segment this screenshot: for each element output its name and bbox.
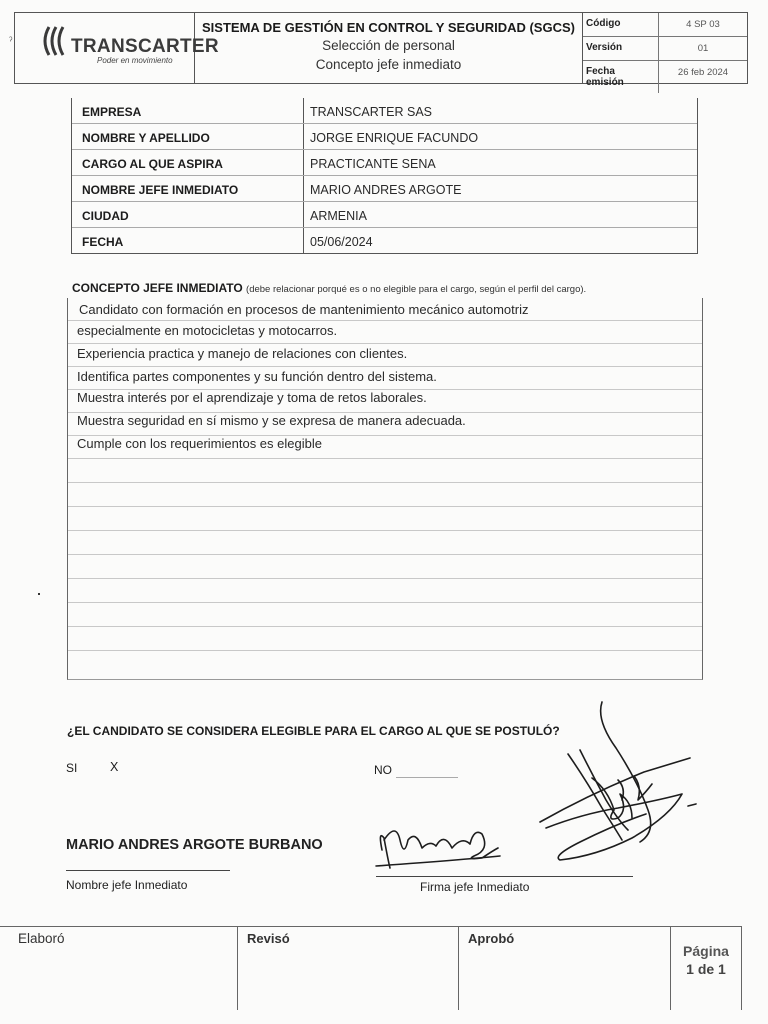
approval-footer	[0, 926, 742, 1010]
meta-row-fecha-emision	[583, 61, 747, 93]
info-row-fecha	[72, 228, 697, 254]
info-value: ARMENIA	[310, 209, 367, 223]
yes-option-mark: X	[110, 760, 119, 774]
footer-page-cell	[671, 927, 742, 1010]
eligibility-question: ¿EL CANDIDATO SE CONSIDERA ELEGIBLE PARA EL CARGO AL QUE SE POSTULÓ?	[67, 724, 560, 738]
footer-aprobo-label: Aprobó	[468, 931, 515, 946]
footer-elaboro-label: Elaboró	[18, 931, 65, 946]
concept-line: Identifica partes componentes y su función dentro del sistema.	[77, 369, 437, 384]
info-row-nombre	[72, 124, 697, 150]
concept-line: especialmente en motocicletas y motocarros.	[77, 323, 338, 338]
logo-cell	[15, 13, 219, 83]
no-option-label: NO	[374, 763, 392, 777]
footer-reviso-label: Revisó	[247, 931, 290, 946]
signature-caption: Firma jefe Inmediato	[420, 880, 530, 894]
info-value: JORGE ENRIQUE FACUNDO	[310, 131, 479, 145]
meta-row-version	[583, 37, 747, 61]
meta-row-codigo	[583, 13, 747, 37]
ruled-line	[68, 650, 702, 651]
page-number: 1 de 1	[686, 961, 726, 977]
document-meta	[583, 13, 747, 88]
title-cell	[195, 13, 583, 83]
meta-value: 01	[697, 43, 709, 54]
ruled-line	[68, 506, 702, 507]
ruled-line	[68, 320, 702, 321]
document-title: SISTEMA DE GESTIÓN EN CONTROL Y SEGURIDAD (SGCS)	[202, 20, 575, 35]
meta-label: Fecha emisión	[583, 61, 659, 93]
info-label: NOMBRE Y APELLIDO	[72, 124, 304, 149]
handwritten-signature-icon	[370, 690, 710, 890]
ruled-line	[68, 366, 702, 367]
transcarter-logo-icon	[39, 25, 75, 57]
document-header	[14, 12, 748, 88]
footer-reviso-cell	[238, 927, 459, 1010]
concept-line: Cumple con los requerimientos es elegible	[77, 436, 322, 451]
name-signature-line	[66, 870, 230, 871]
info-value: MARIO ANDRES ARGOTE	[310, 183, 462, 197]
meta-value: 26 feb 2024	[677, 67, 729, 78]
info-value: PRACTICANTE SENA	[310, 157, 436, 171]
meta-value: 4 SP 03	[686, 19, 720, 30]
logo-wordmark: TRANSCARTER	[71, 36, 219, 57]
stray-dot	[38, 593, 40, 595]
info-row-cargo	[72, 150, 697, 176]
concept-line: Candidato con formación en procesos de mantenimiento mecánico automotriz	[79, 302, 529, 317]
signature-line	[376, 876, 633, 877]
info-label: EMPRESA	[72, 98, 304, 123]
logo-tagline: Poder en movimiento	[97, 56, 173, 65]
yes-option-label: SI	[66, 761, 78, 775]
document-subtitle-2: Concepto jefe inmediato	[315, 57, 462, 72]
stray-pen-mark: ˀ	[9, 36, 13, 47]
ruled-line	[68, 602, 702, 603]
info-row-jefe	[72, 176, 697, 202]
concept-heading-title: CONCEPTO JEFE INMEDIATO	[72, 281, 243, 295]
info-label: NOMBRE JEFE INMEDIATO	[72, 176, 304, 201]
meta-label: Código	[583, 13, 659, 36]
ruled-line	[68, 554, 702, 555]
ruled-line	[68, 482, 702, 483]
ruled-line	[68, 458, 702, 459]
boss-full-name: MARIO ANDRES ARGOTE BURBANO	[66, 837, 323, 853]
info-label: CARGO AL QUE ASPIRA	[72, 150, 304, 175]
concept-heading	[72, 281, 586, 295]
meta-label: Versión	[583, 37, 659, 60]
concept-heading-note: (debe relacionar porqué es o no elegible para el cargo, según el perfil del cargo).	[246, 284, 587, 295]
info-value: TRANSCARTER SAS	[310, 105, 433, 119]
info-label: FECHA	[72, 228, 304, 253]
info-row-ciudad	[72, 202, 697, 228]
info-value: 05/06/2024	[310, 235, 373, 249]
candidate-info-table	[71, 98, 698, 254]
concept-line: Muestra interés por el aprendizaje y toma de retos laborales.	[77, 390, 427, 405]
ruled-line	[68, 626, 702, 627]
concept-line: Experiencia practica y manejo de relaciones con clientes.	[77, 346, 408, 361]
concept-line: Muestra seguridad en sí mismo y se expresa de manera adecuada.	[77, 413, 466, 428]
name-caption: Nombre jefe Inmediato	[66, 878, 188, 892]
footer-aprobo-cell	[459, 927, 671, 1010]
ruled-line	[68, 578, 702, 579]
page-label: Página	[683, 943, 729, 959]
footer-elaboro-cell	[0, 927, 238, 1010]
concept-lines-box	[67, 298, 703, 680]
document-subtitle: Selección de personal	[322, 38, 455, 53]
info-label: CIUDAD	[72, 202, 304, 227]
info-row-empresa	[72, 98, 697, 124]
ruled-line	[68, 530, 702, 531]
ruled-line	[68, 343, 702, 344]
